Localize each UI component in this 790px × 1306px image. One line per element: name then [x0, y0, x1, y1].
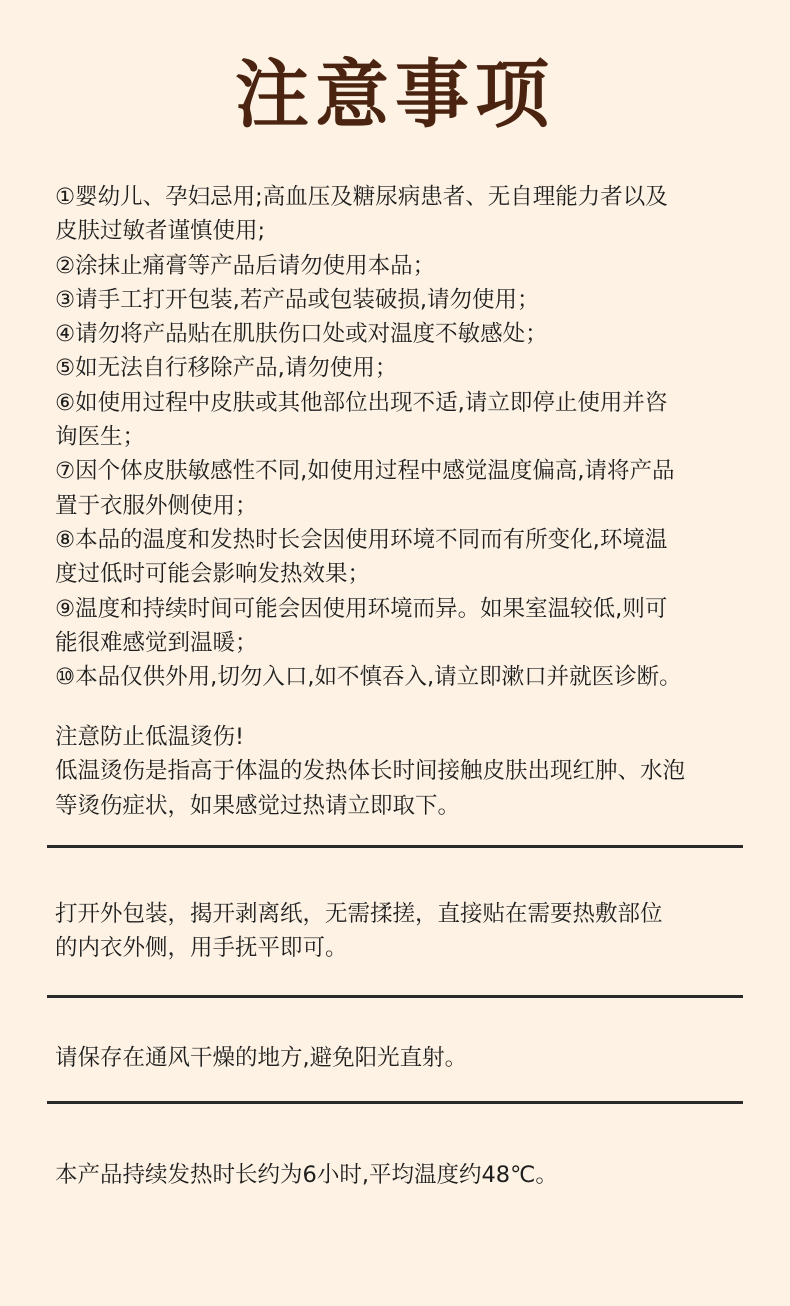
usage-line: 打开外包装，揭开剥离纸，无需揉搓，直接贴在需要热敷部位: [55, 901, 663, 927]
caution-line: ⑦因个体皮肤敏感性不同,如使用过程中感觉温度偏高,请将产品: [55, 458, 675, 485]
caution-line: ②涂抹止痛膏等产品后请勿使用本品；: [55, 252, 436, 279]
caution-line: ①婴幼儿、孕妇忌用;高血压及糖尿病患者、无自理能力者以及: [55, 184, 668, 210]
caution-line: ⑥如使用过程中皮肤或其他部位出现不适,请立即停止使用并咨: [55, 389, 668, 416]
cautions-list: [55, 180, 745, 694]
warning-line: 等烫伤症状，如果感觉过热请立即取下。: [55, 792, 461, 819]
caution-line: ④请勿将产品贴在肌肤伤口处或对温度不敏感处；: [55, 321, 548, 348]
storage-instructions: [55, 1041, 745, 1075]
caution-line: 询医生；: [55, 424, 146, 451]
page-title: 注意事项: [235, 52, 555, 138]
usage-line: 的内衣外侧，用手抚平即可。: [55, 935, 348, 962]
caution-line: ③请手工打开包装,若产品或包装破损,请勿使用；: [55, 286, 540, 313]
duration-line: 本产品持续发热时长约为6小时,平均温度约48℃。: [55, 1162, 558, 1188]
warning-heading: 注意防止低温烫伤!: [55, 724, 245, 750]
caution-line: 置于衣服外侧使用；: [55, 492, 258, 519]
heating-duration: [55, 1158, 745, 1192]
section-divider: [47, 845, 743, 848]
caution-line: 能很难感觉到温暖；: [55, 629, 258, 656]
storage-line: 请保存在通风干燥的地方,避免阳光直射。: [55, 1045, 468, 1071]
caution-line: ⑧本品的温度和发热时长会因使用环境不同而有所变化,环境温: [55, 526, 668, 553]
caution-line: ⑨温度和持续时间可能会因使用环境而异。如果室温较低,则可: [55, 595, 668, 622]
section-divider: [47, 995, 743, 998]
usage-instructions: [55, 897, 745, 966]
warning-line: 低温烫伤是指高于体温的发热体长时间接触皮肤出现红肿、水泡: [55, 758, 686, 785]
section-divider: [47, 1101, 743, 1104]
caution-line: 皮肤过敏者谨慎使用;: [55, 218, 266, 245]
caution-line: ⑩本品仅供外用,切勿入口,如不慎吞入,请立即漱口并就医诊断。: [55, 664, 682, 691]
caution-line: ⑤如无法自行移除产品,请勿使用；: [55, 355, 398, 382]
burn-warning: [55, 720, 745, 823]
caution-line: 度过低时可能会影响发热效果；: [55, 561, 371, 588]
